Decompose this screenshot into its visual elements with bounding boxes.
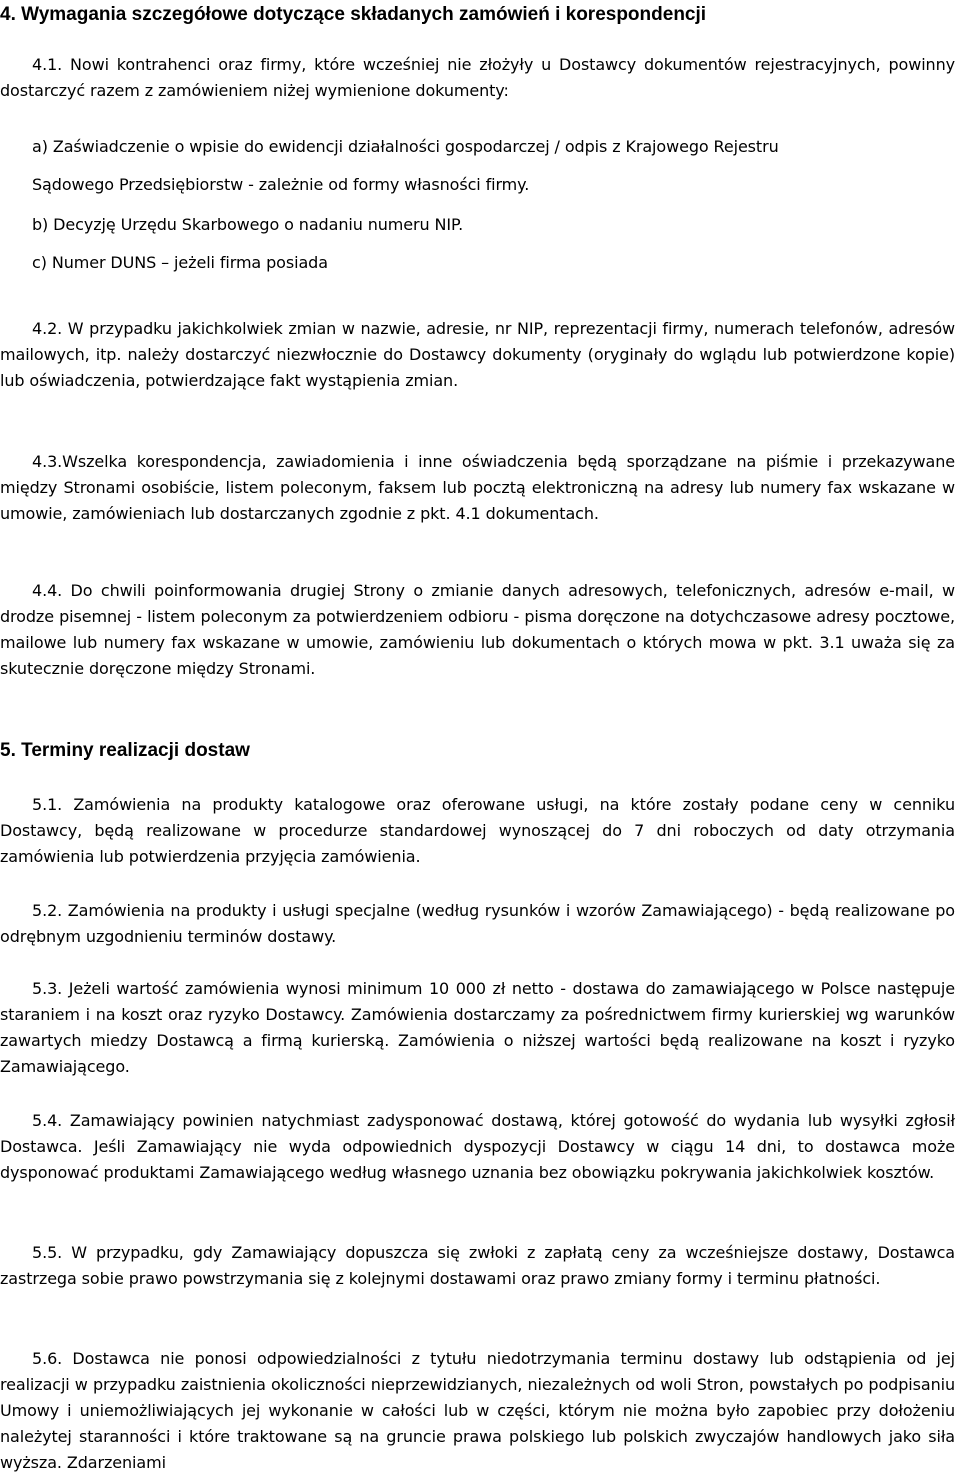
list-item-a-line-2: Sądowego Przedsiębiorstw - zależnie od formy własności firmy. <box>32 175 530 194</box>
paragraph-5-4: 5.4. Zamawiający powinien natychmiast zadysponować dostawą, której gotowość do wydania lub wysyłki zgłosił Dostawca. Jeśli Zamawiający nie wyda odpowiednich dyspozycji Dostawcy w ciągu 14 dni, to dostawca może dysponować produktami Zamawiającego według własnego uznania bez obowiązku pokrywania jakichkolwiek kosztów. <box>0 1111 955 1182</box>
paragraph-4-2: 4.2. W przypadku jakichkolwiek zmian w nazwie, adresie, nr NIP, reprezentacji firmy, numerach telefonów, adresów mailowych, itp. należy dostarczyć niezwłocznie do Dostawcy dokumenty (oryginały do wglądu lub potwierdzone kopie) lub oświadczenia, potwierdzające fakt wystąpienia zmian. <box>0 319 955 390</box>
paragraph-5-3: 5.3. Jeżeli wartość zamówienia wynosi minimum 10 000 zł netto - dostawa do zamawiającego w Polsce następuje staraniem i na koszt oraz ryzyko Dostawcy. Zamówienia dostarczamy za pośrednictwem firmy kurierskiej wg warunków zawartych miedzy Dostawcą a firmą kurierską. Zamówienia o niższej wartości będą realizowane na koszt i ryzyko Zamawiającego. <box>0 979 955 1076</box>
paragraph-4-1: 4.1. Nowi kontrahenci oraz firmy, które wcześniej nie złożyły u Dostawcy dokumentów rejestracyjnych, powinny dostarczyć razem z zamówieniem niżej wymienione dokumenty: <box>0 55 955 100</box>
paragraph-5-5: 5.5. W przypadku, gdy Zamawiający dopuszcza się zwłoki z zapłatą ceny za wcześniejsze dostawy, Dostawca zastrzega sobie prawo powstrzymania się z kolejnymi dostawami oraz prawo zmiany formy i terminu płatności. <box>0 1243 955 1288</box>
section-5-heading: 5. Terminy realizacji dostaw <box>0 740 250 761</box>
section-4-heading: 4. Wymagania szczegółowe dotyczące składanych zamówień i korespondencji <box>0 4 707 25</box>
paragraph-5-6: 5.6. Dostawca nie ponosi odpowiedzialności z tytułu niedotrzymania terminu dostawy lub odstąpienia od jej realizacji w przypadku zaistnienia okoliczności nieprzewidzianych, niezależnych od woli Stron, powstałych po podpisaniu Umowy i uniemożliwiających jej wykonanie w całości lub w części, którym nie można było zapobiec przy dołożeniu należytej staranności i które traktowane są na gruncie prawa polskiego lub polskich zwyczajów handlowych jako siła wyższa. Zdarzeniami <box>0 1349 955 1472</box>
list-item-a-line-1: a) Zaświadczenie o wpisie do ewidencji działalności gospodarczej / odpis z Krajowego Rejestru <box>32 137 779 156</box>
list-item-b: b) Decyzję Urzędu Skarbowego o nadaniu numeru NIP. <box>32 215 464 234</box>
paragraph-5-1: 5.1. Zamówienia na produkty katalogowe oraz oferowane usługi, na które zostały podane ceny w cenniku Dostawcy, będą realizowane w procedurze standardowej wynoszącej do 7 dni roboczych od daty otrzymania zamówienia lub potwierdzenia przyjęcia zamówienia. <box>0 795 955 866</box>
paragraph-4-4: 4.4. Do chwili poinformowania drugiej Strony o zmianie danych adresowych, telefonicznych, adresów e-mail, w drodze pisemnej - listem poleconym za potwierdzeniem odbioru - pisma doręczone na dotychczasowe adresy pocztowe, mailowe lub numery fax wskazane w umowie, zamówieniu lub dokumentach o których mowa w pkt. 3.1 uważa się za skutecznie doręczone między Stronami. <box>0 581 955 678</box>
list-item-c: c) Numer DUNS – jeżeli firma posiada <box>32 253 328 272</box>
paragraph-5-2: 5.2. Zamówienia na produkty i usługi specjalne (według rysunków i wzorów Zamawiającego) - będą realizowane po odrębnym uzgodnieniu terminów dostawy. <box>0 901 955 946</box>
paragraph-4-3: 4.3.Wszelka korespondencja, zawiadomienia i inne oświadczenia będą sporządzane na piśmie i przekazywane między Stronami osobiście, listem poleconym, faksem lub pocztą elektroniczną na adresy lub numery fax wskazane w umowie, zamówieniach lub dostarczanych zgodnie z pkt. 4.1 dokumentach. <box>0 452 955 523</box>
